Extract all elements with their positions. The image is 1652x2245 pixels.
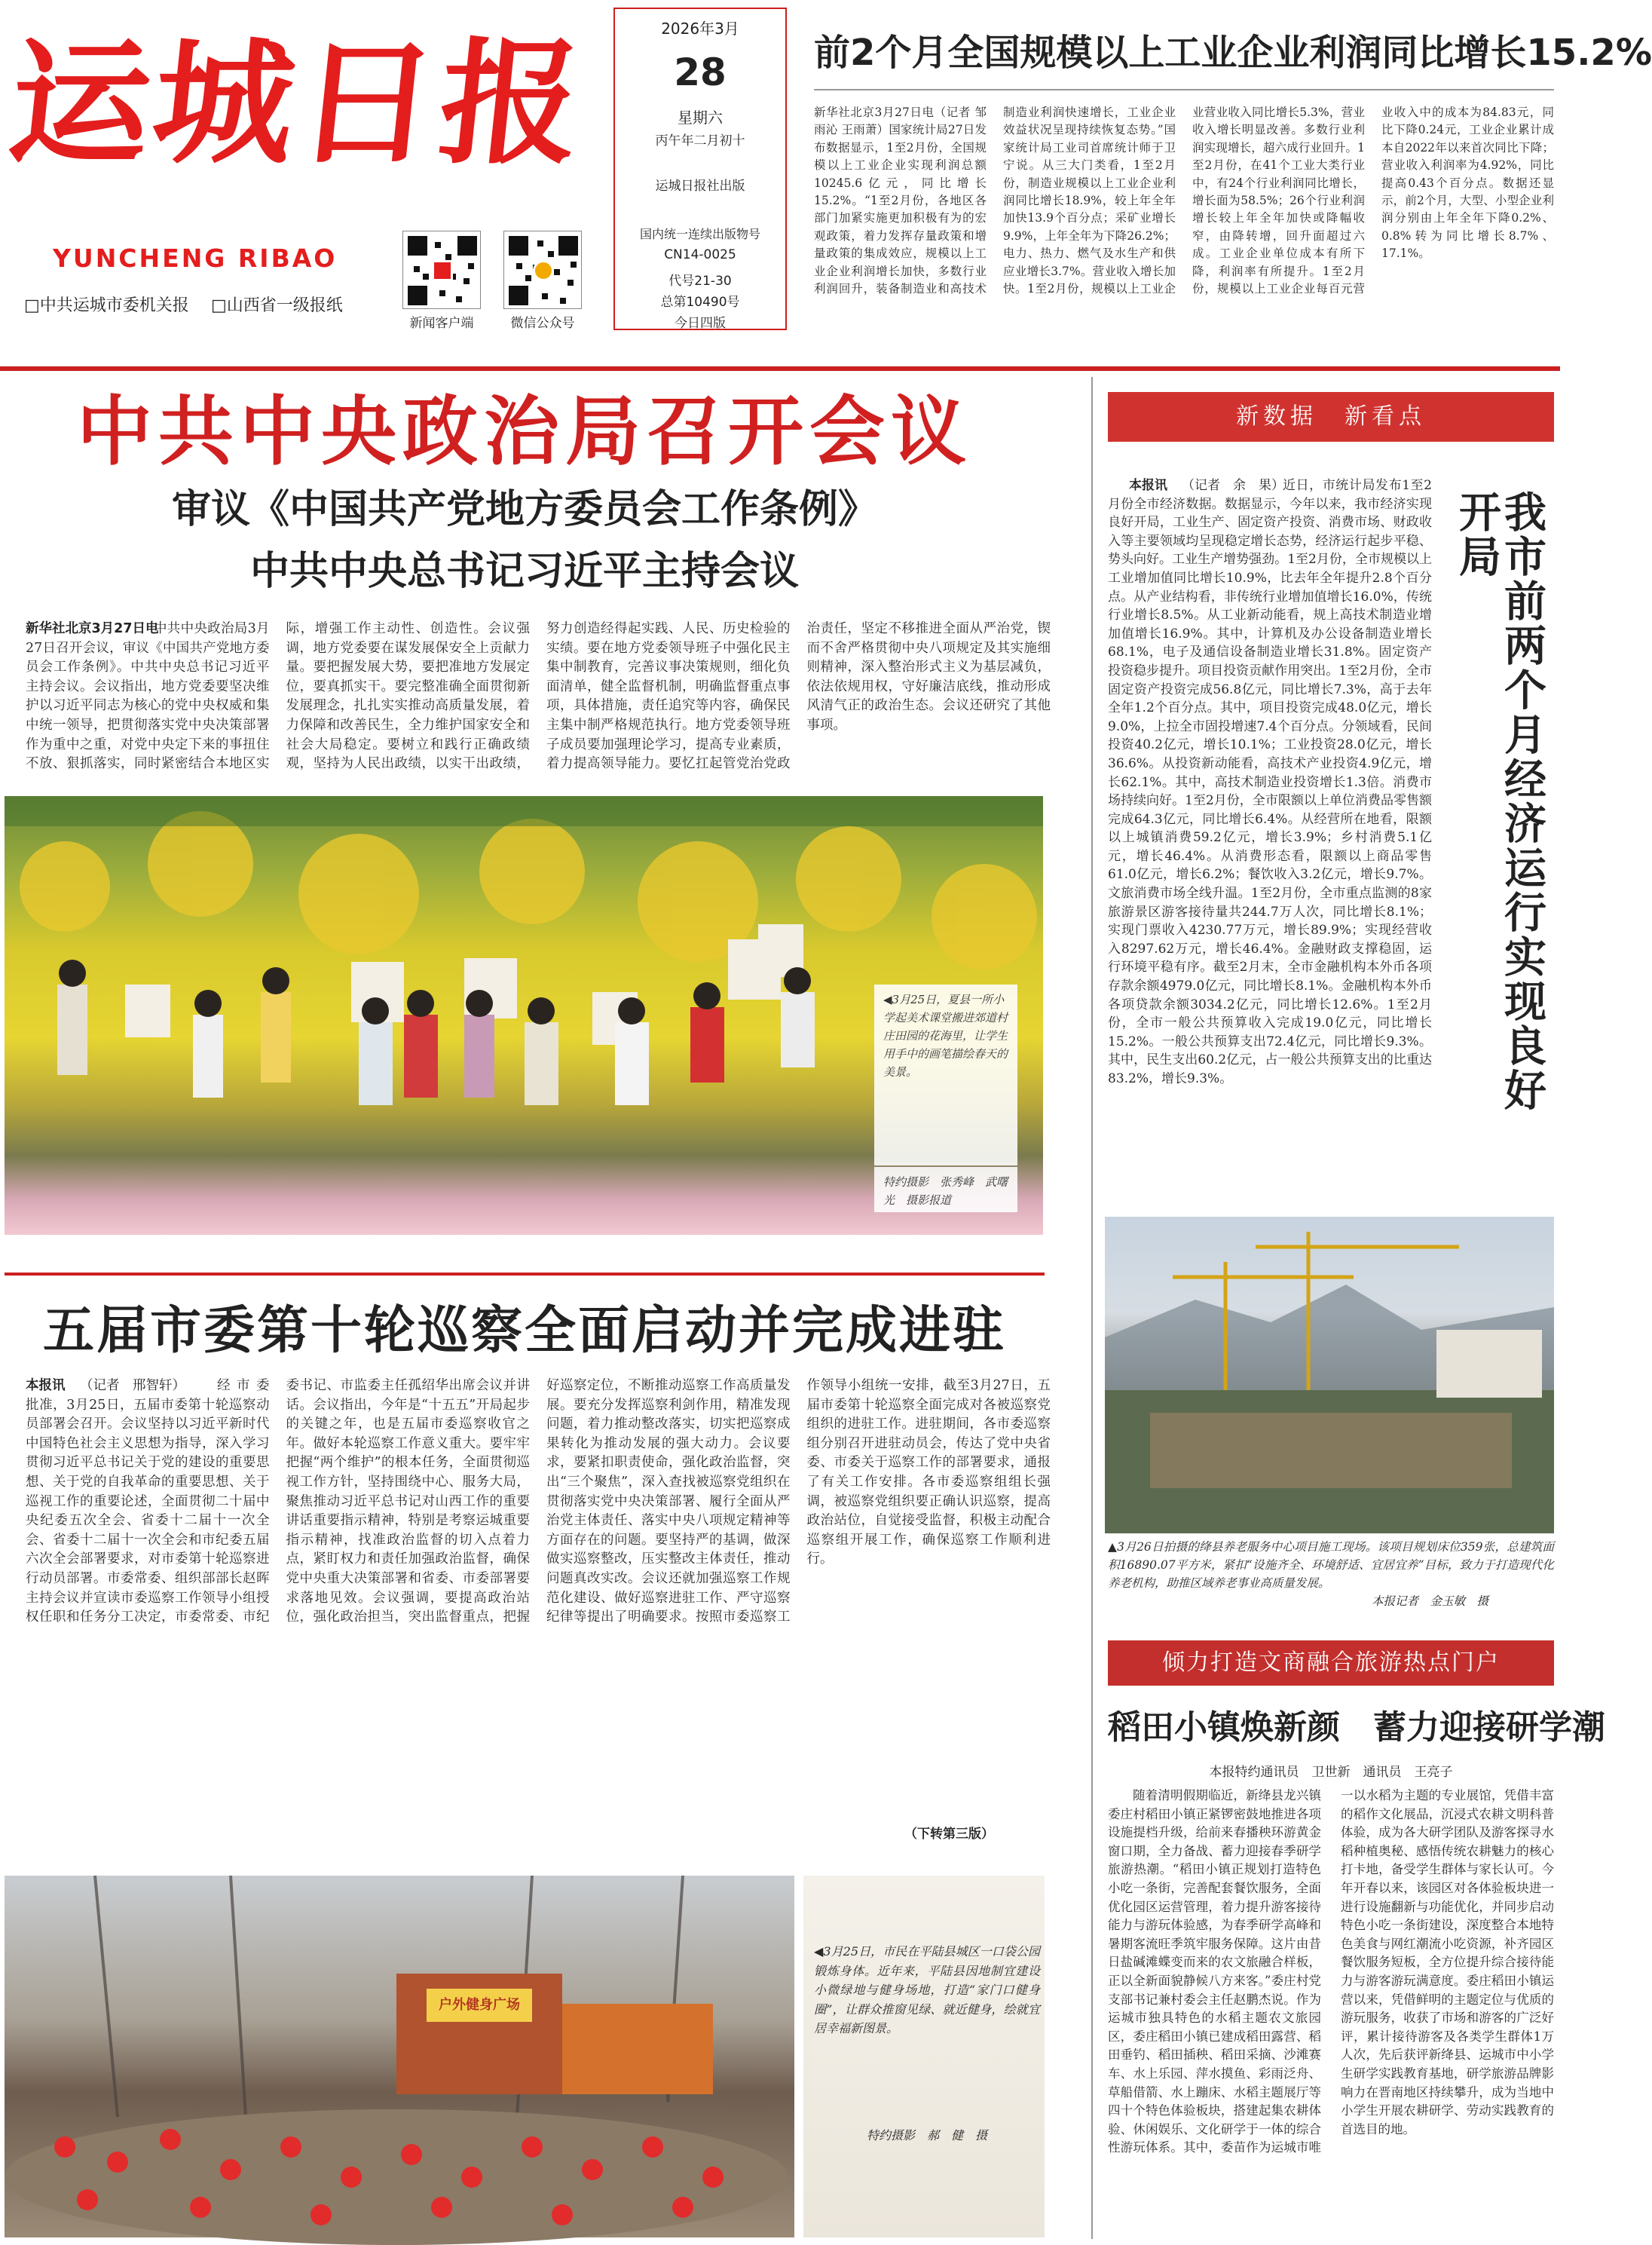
masthead-pinyin: YUNCHENG RIBAO [53, 243, 338, 273]
inspection-lead: 本报讯 [26, 1378, 66, 1393]
qr-code-wechat[interactable] [503, 231, 582, 309]
photo-park-exercise [5, 1876, 794, 2237]
postal-code: 代号21-30 [668, 274, 732, 289]
masthead-sub-organ: □中共运城市委机关报 [24, 296, 189, 315]
tourism-body: 随着清明假期临近，新绛县龙兴镇委庄村稻田小镇正紧锣密鼓地推进各项设施提档升级，给前来春播秧环游黄金窗口期，全力备战、蓄力迎接春季研学旅游热潮。“稻田小镇正规划打造特色小吃一条街，完善配套餐饮服务，全面优化园区运营管理，着力提升游客接待能力与游玩体验感，为春季研学高峰和暑期客流旺季筑牢服务保障。这片由昔日盐碱滩蝶变而来的农文旅融合样板，正以全新面貌静候八方来客。”委庄村党支部书记兼村委会主任赵鹏杰说。作为运城市独具特色的水稻主题农文旅园区，委庄稻田小镇已建成稻田露营、稻田垂钓、稻田插秧、稻田采摘、沙滩赛车、水上乐园、萍水摸鱼、彩雨泛舟、草船借箭、水上蹦床、水稻主题展厅等四十个特色体验板块，搭建起集农耕体验、休闲娱乐、文化研学于一体的综合性游玩体系。其中，委苗作为运城市唯一以水稻为主题的专业展馆，凭借丰富的稻作文化展品，沉浸式农耕文明科普体验，成为各大研学团队及游客探寻水稻种植奥秘、感悟传统农耕魅力的核心打卡地，备受学生群体与家长认可。今年开春以来，该园区对各体验板块进一进行设施翻新与功能优化，并同步启动特色小吃一条街建设，深度整合本地特色美食与网红潮流小吃资源，补齐园区餐饮服务短板，全方位提升综合接待能力与游客游玩满意度。委庄稻田小镇运营以来，凭借鲜明的主题定位与优质的游玩服务，收获了市场和游客的广泛好评，累计接待游客及各类学生群体1万人次，先后获评新绛县、运城市中小学生研学实践教育基地，研学旅游品牌影响力在晋南地区持续攀升，成为当地中小学生开展农耕研学、劳动实践教育的首选目的地。 [1108, 1788, 1554, 2155]
date-day: 28 [674, 51, 727, 94]
photo3-credit: 特约摄影 郝 健 摄 [867, 2128, 988, 2142]
qr-label-app: 新闻客户端 [409, 316, 474, 331]
date-lunar: 丙午年二月初十 [655, 133, 745, 149]
photo2-caption: ▲3月26日拍摄的绛县养老服务中心项目施工现场。该项目规划床位359张，总建筑面积16890.07平方米，紧扣“设施齐全、环境舒适、宜居宜养”目标，致力于打造现代化养老机构，助推区域养老事业高质量发展。 [1108, 1540, 1554, 1590]
masthead-title: 运城日报 [2, 25, 592, 182]
qr-code-app[interactable] [402, 231, 481, 309]
main-lead: 新华社北京3月27日电 [26, 621, 159, 636]
right-byline: （记者 余 果） [1182, 478, 1284, 493]
right-body: 近日，市统计局发布1至2月份全市经济数据。数据显示，今年以来，我市经济实现良好开局，工业生产、固定资产投资、消费市场、财政收入等主要领域均呈现稳定增长态势，经济运行起步平稳、势头向好。工业生产增势强劲。1至2月份，全市规模以上工业增加值同比增长10.9%，比去年全年提升2.8个百分点。从产业结构看，非传统行业增加值增长16.0%，传统行业增长8.5%。从工业新动能看，规上高技术制造业增加值增长16.9%。其中，计算机及办公设备制造业增长68.1%，电子及通信设备制造业增长31.8%。固定资产投资稳步提升。项目投资贡献作用突出。1至2月份，全市固定资产投资完成56.8亿元，同比增长7.3%，高于去年全年1.2个百分点。其中，项目投资完成48.0亿元，增长9.0%，上拉全市固投增速7.4个百分点。分领域看，民间投资40.2亿元，增长10.1%；工业投资28.0亿元，增长36.6%。从投资新动能看，高技术产业投资4.9亿元，增长62.1%。其中，高技术制造业投资增长1.3倍。消费市场持续向好。1至2月份，全市限额以上单位消费品零售额完成64.3亿元，同比增长6.4%。从经营所在地看，限额以上城镇消费59.2亿元，增长3.9%；乡村消费5.1亿元，增长46.4%。从消费形态看，限额以上商品零售61.0亿元，增长6.2%；餐饮收入3.2亿元，增长9.7%。文旅消费市场全线升温。1至2月份，全市重点监测的8家旅游景区游客接待量共244.7万人次，同比增长8.1%；实现门票收入4230.77万元，增长89.9%；实现经营收入8297.62万元，增长46.4%。金融财政支撑稳固，运行环境平稳有序。截至2月末，全市金融机构本外币各项存款余额4979.0亿元，同比增长8.1%。金融机构本外币各项贷款余额3034.2亿元，同比增长12.6%。1至2月份，全市一般公共预算收入完成19.0亿元，同比增长15.2%。一般公共预算支出72.4亿元，同比增长9.3%。其中，民生支出60.2亿元，占一般公共预算支出的比重达83.2%，增长9.3%。 [1108, 478, 1432, 1086]
publisher: 运城日报社出版 [655, 179, 745, 194]
main-subhead: 审议《中国共产党地方委员会工作条例》 [171, 487, 877, 532]
main-body: 中共中央政治局3月27日召开会议，审议《中国共产党地方委员会工作条例》。中共中央总书记习近平主持会议。会议指出，地方党委要坚决维护以习近平同志为核心的党中央权威和集中统一领导，把贯彻落实党中央决策部署作为重中之重，对党中央定下来的事扭住不放、狠抓落实，同时紧密结合本地区实际，增强工作主动性、创造性。会议强调，地方党委要在谋发展保安全上贡献力量。要把握发展大势，要把准地方发展定位，要真抓实干。要完整准确全面贯彻新发展理念，扎扎实实推动高质量发展，着力保障和改善民生，全力维护国家安全和社会大局稳定。要树立和践行正确政绩观，坚持为人民出政绩，以实干出政绩，努力创造经得起实践、人民、历史检验的实绩。要在地方党委领导班子中强化民主集中制教育，完善议事决策规则，细化负面清单，健全监督机制，明确监督重点事项，具体措施，责任追究等内容，确保民主集中制严格规范执行。地方党委领导班子成员要加强理论学习，提高专业素质，着力提高领导能力。要忆扛起管党治党政治责任，坚定不移推进全面从严治党，锲而不舍严格贯彻中央八项规定及其实施细则精神，深入整治形式主义为基层减负，依法依规用权，守好廉洁底线，推动形成风清气正的政治生态。会议还研究了其他事项。 [26, 621, 1051, 772]
top-article-body: 新华社北京3月27日电（记者 邹雨沁 王雨萧）国家统计局27日发布数据显示，1至2月份，全国规模以上工业企业实现利润总额10245.6亿元，同比增长15.2%。“1至2月份，各地区各部门加紧实施更加积极有为的宏观政策，着力发挥存量政策和增量政策的集成效应，规模以上工业企业利润增长加快，多数行业利润回升，装备制造业和高技术制造业利润快速增长，工业企业效益状况呈现持续恢复态势。”国家统计局工业司首席统计师于卫宁说。从三大门类看，1至2月份，制造业规模以上工业企业利润同比增长18.9%，较上年全年加快13.9个百分点；采矿业增长9.9%，上年全年为下降26.2%；电力、热力、燃气及水生产和供应业增长3.7%。营业收入增长加快。1至2月份，规模以上工业企业营业收入同比增长5.3%，营业收入增长明显改善。多数行业利润实现增长，超六成行业回升。1至2月份，在41个工业大类行业中，有24个行业利润同比增长，增长面为58.5%；26个行业利润增长较上年全年加快或降幅收窄，由降转增，回升面超过六成。工业企业单位成本有所下降，利润率有所提升。1至2月份，规模以上工业企业每百元营业收入中的成本为84.83元，同比下降0.24元，工业企业累计成本自2022年以来首次同比下降；营业收入利润率为4.92%，同比提高0.43个百分点。数据还显示，前2个月，大型、小型企业利润分别由上年全年下降0.2%、0.8%转为同比增长8.7%、17.1%。 [814, 106, 1554, 296]
inspection-continued: （下转第三版） [904, 1827, 994, 1842]
cn-number: CN14-0025 [664, 247, 736, 262]
tourism-headline: 稻田小镇焕新颜 蓄力迎接研学潮 [1108, 1708, 1605, 1747]
construction-illustration [1105, 1217, 1554, 1533]
masthead-sub-level: □山西省一级报纸 [211, 296, 343, 315]
photo1-caption: ◀3月25日，夏县一所小学起美术课堂搬进郊道村庄田园的花海里，让学生用手中的画笔描绘春天的美景。 [874, 985, 1017, 1165]
tourism-banner: 倾力打造文商融合旅游热点门户 [1108, 1640, 1554, 1686]
main-subhead-2: 中共中央总书记习近平主持会议 [249, 549, 799, 594]
cn-label: 国内统一连续出版物号 [639, 227, 760, 241]
park-sign: 户外健身广场 [439, 1997, 520, 2013]
photo2-credit: 本报记者 金玉敏 摄 [1372, 1594, 1489, 1608]
right-vertical-title: 我市前两个月经济运行实现良好开局 [1452, 490, 1547, 1113]
photo1-credit: 特约摄影 张秀峰 武曙光 摄影报道 [874, 1167, 1017, 1212]
inspection-byline: （记者 邢智轩） [80, 1378, 185, 1393]
inspection-body: 经市委批准，3月25日，五届市委第十轮巡察动员部署会召开。会议坚持以习近平新时代中国特色社会主义思想为指导，深入学习贯彻习近平总书记关于党的建设的重要思想、关于党的自我革命的重要思想、关于巡视工作的重要论述，全面贯彻二十届中央纪委五次全会、省委十二届十一次全会、省委十二届十一次全会和市纪委五届六次全会部署要求，对市委第十轮巡察进行动员部署。市委常委、组织部部长赵晖主持会议并宣读市委巡察工作领导小组授权任职和任务分工决定，市委常委、市纪委书记、市监委主任孤绍华出席会议并讲话。会议指出，今年是“十五五”开局起步的关键之年，也是五届市委巡察收官之年。做好本轮巡察工作意义重大。要牢牢把握“两个维护”的根本任务，全面贯彻巡视工作方针，坚持围绕中心、服务大局，聚焦推动习近平总书记对山西工作的重要讲话重要指示精神，特别是考察运城重要指示精神，找准政治监督的切入点着力点，紧盯权力和责任加强政治监督，确保党中央重大决策部署和省委、市委部署要求落地见效。会议强调，要提高政治站位，强化政治担当，突出监督重点，把握好巡察定位，不断推动巡察工作高质量发展。要充分发挥巡察利剑作用，精准发现问题，着力推动整改落实，切实把巡察成果转化为推动发展的强大动力。会议要求，要紧扣职责使命，强化政治监督，突出“三个聚焦”，深入查找被巡察党组织在贯彻落实党中央决策部署、履行全面从严治党主体责任、落实中央八项规定精神等方面存在的问题。要坚持严的基调，做深做实巡察整改，压实整改主体责任，推动问题真改实改。会议还就加强巡察工作规范化建设、做好巡察进驻工作、严守巡察纪律等提出了明确要求。按照市委巡察工作领导小组统一安排，截至3月27日，五届市委第十轮巡察全面完成对各被巡察党组织的进驻工作。进驻期间，各市委巡察组分别召开进驻动员会，传达了党中央省委、市委关于巡察工作的部署要求，通报了有关工作安排。各市委巡察组组长强调，被巡察党组织要正确认识巡察，提高政治站位，自觉接受监督，积极主动配合巡察组开展工作，确保巡察工作顺利进行。 [26, 1378, 1051, 1625]
top-article-headline: 前2个月全国规模以上工业企业利润同比增长15.2% [814, 32, 1652, 74]
tourism-byline: 本报特约通讯员 卫世新 通讯员 王亮子 [1209, 1765, 1453, 1780]
main-headline: 中共中央政治局召开会议 [77, 387, 972, 476]
photo3-caption: ◀3月25日，市民在平陆县城区一口袋公园锻炼身体。近年来，平陆县因地制宜建设小微绿地与健身场地，打造“家门口健身圈”，让群众推窗见绿、就近健身，绘就宜居幸福新图景。 [814, 1944, 1040, 2036]
date-weekday: 星期六 [678, 109, 723, 127]
photo-construction-site [1105, 1217, 1554, 1533]
qr-label-wechat: 微信公众号 [510, 316, 575, 331]
park-illustration [5, 1876, 794, 2237]
right-banner: 新数据 新看点 [1108, 392, 1554, 442]
page-count: 今日四版 [675, 316, 726, 331]
right-lead: 本报讯 [1129, 478, 1167, 493]
date-year-month: 2026年3月 [661, 20, 739, 38]
issue-total: 总第10490号 [660, 295, 740, 310]
date-box [613, 8, 787, 330]
inspection-headline: 五届市委第十轮巡察全面启动并完成进驻 [42, 1300, 1006, 1361]
